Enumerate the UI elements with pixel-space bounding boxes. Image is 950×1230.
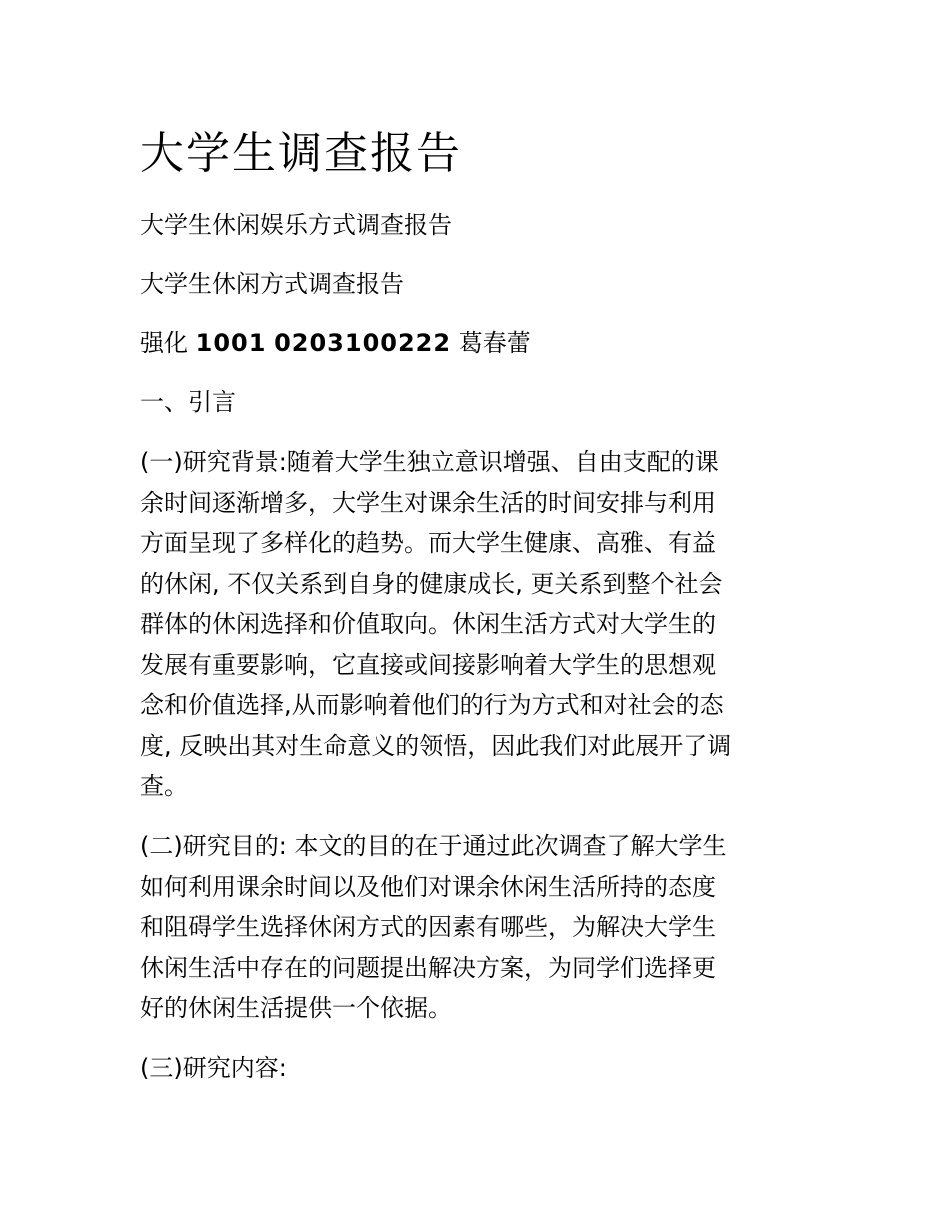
paragraph-line: 方面呈现了多样化的趋势。而大学生健康、高雅、有益	[140, 529, 716, 557]
paragraph-line: 群体的休闲选择和价值取向。休闲生活方式对大学生的	[140, 610, 716, 638]
paragraph-line: 和阻碍学生选择休闲方式的因素有哪些，为解决大学生	[140, 913, 716, 941]
paragraph-line: 好的休闲生活提供一个依据。	[140, 994, 452, 1022]
paragraph-line: 念和价值选择,从而影响着他们的行为方式和对社会的态	[140, 691, 724, 719]
paragraph-line: 如何利用课余时间以及他们对课余休闲生活所持的态度	[140, 872, 716, 901]
paragraph-line: (二)研究目的: 本文的目的在于通过此次调查了解大学生	[140, 832, 727, 860]
paragraph-line: (一)研究背景:随着大学生独立意识增强、自由支配的课	[140, 448, 719, 476]
author-class-number: 1001	[195, 329, 267, 357]
author-major: 强化	[140, 329, 188, 357]
paragraph-line: 的休闲, 不仅关系到自身的健康成长, 更关系到整个社会	[140, 569, 723, 598]
subtitle-leisure-entertainment: 大学生休闲娱乐方式调查报告	[140, 211, 452, 239]
subtitle-leisure-style: 大学生休闲方式调查报告	[140, 270, 404, 298]
page-title: 大学生调查报告	[140, 128, 462, 179]
paragraph-line: 发展有重要影响，它直接或间接影响着大学生的思想观	[140, 650, 716, 679]
author-name: 葛春蕾	[458, 329, 531, 357]
paragraph-line: 休闲生活中存在的问题提出解决方案，为同学们选择更	[140, 953, 716, 982]
paragraph-line: 度, 反映出其对生命意义的领悟，因此我们对此展开了调	[140, 731, 732, 760]
paragraph-research-background	[140, 442, 810, 807]
paragraph-line: 余时间逐渐增多，大学生对课余生活的时间安排与利用	[140, 488, 716, 517]
paragraph-research-content	[140, 1048, 810, 1089]
paragraph-line: 查。	[140, 772, 188, 800]
author-student-id: 0203100222	[274, 329, 452, 357]
paragraph-line: (三)研究内容:	[140, 1054, 287, 1082]
section-heading-introduction: 一、引言	[140, 388, 236, 416]
paragraph-research-purpose	[140, 826, 810, 1029]
author-line	[140, 323, 531, 363]
